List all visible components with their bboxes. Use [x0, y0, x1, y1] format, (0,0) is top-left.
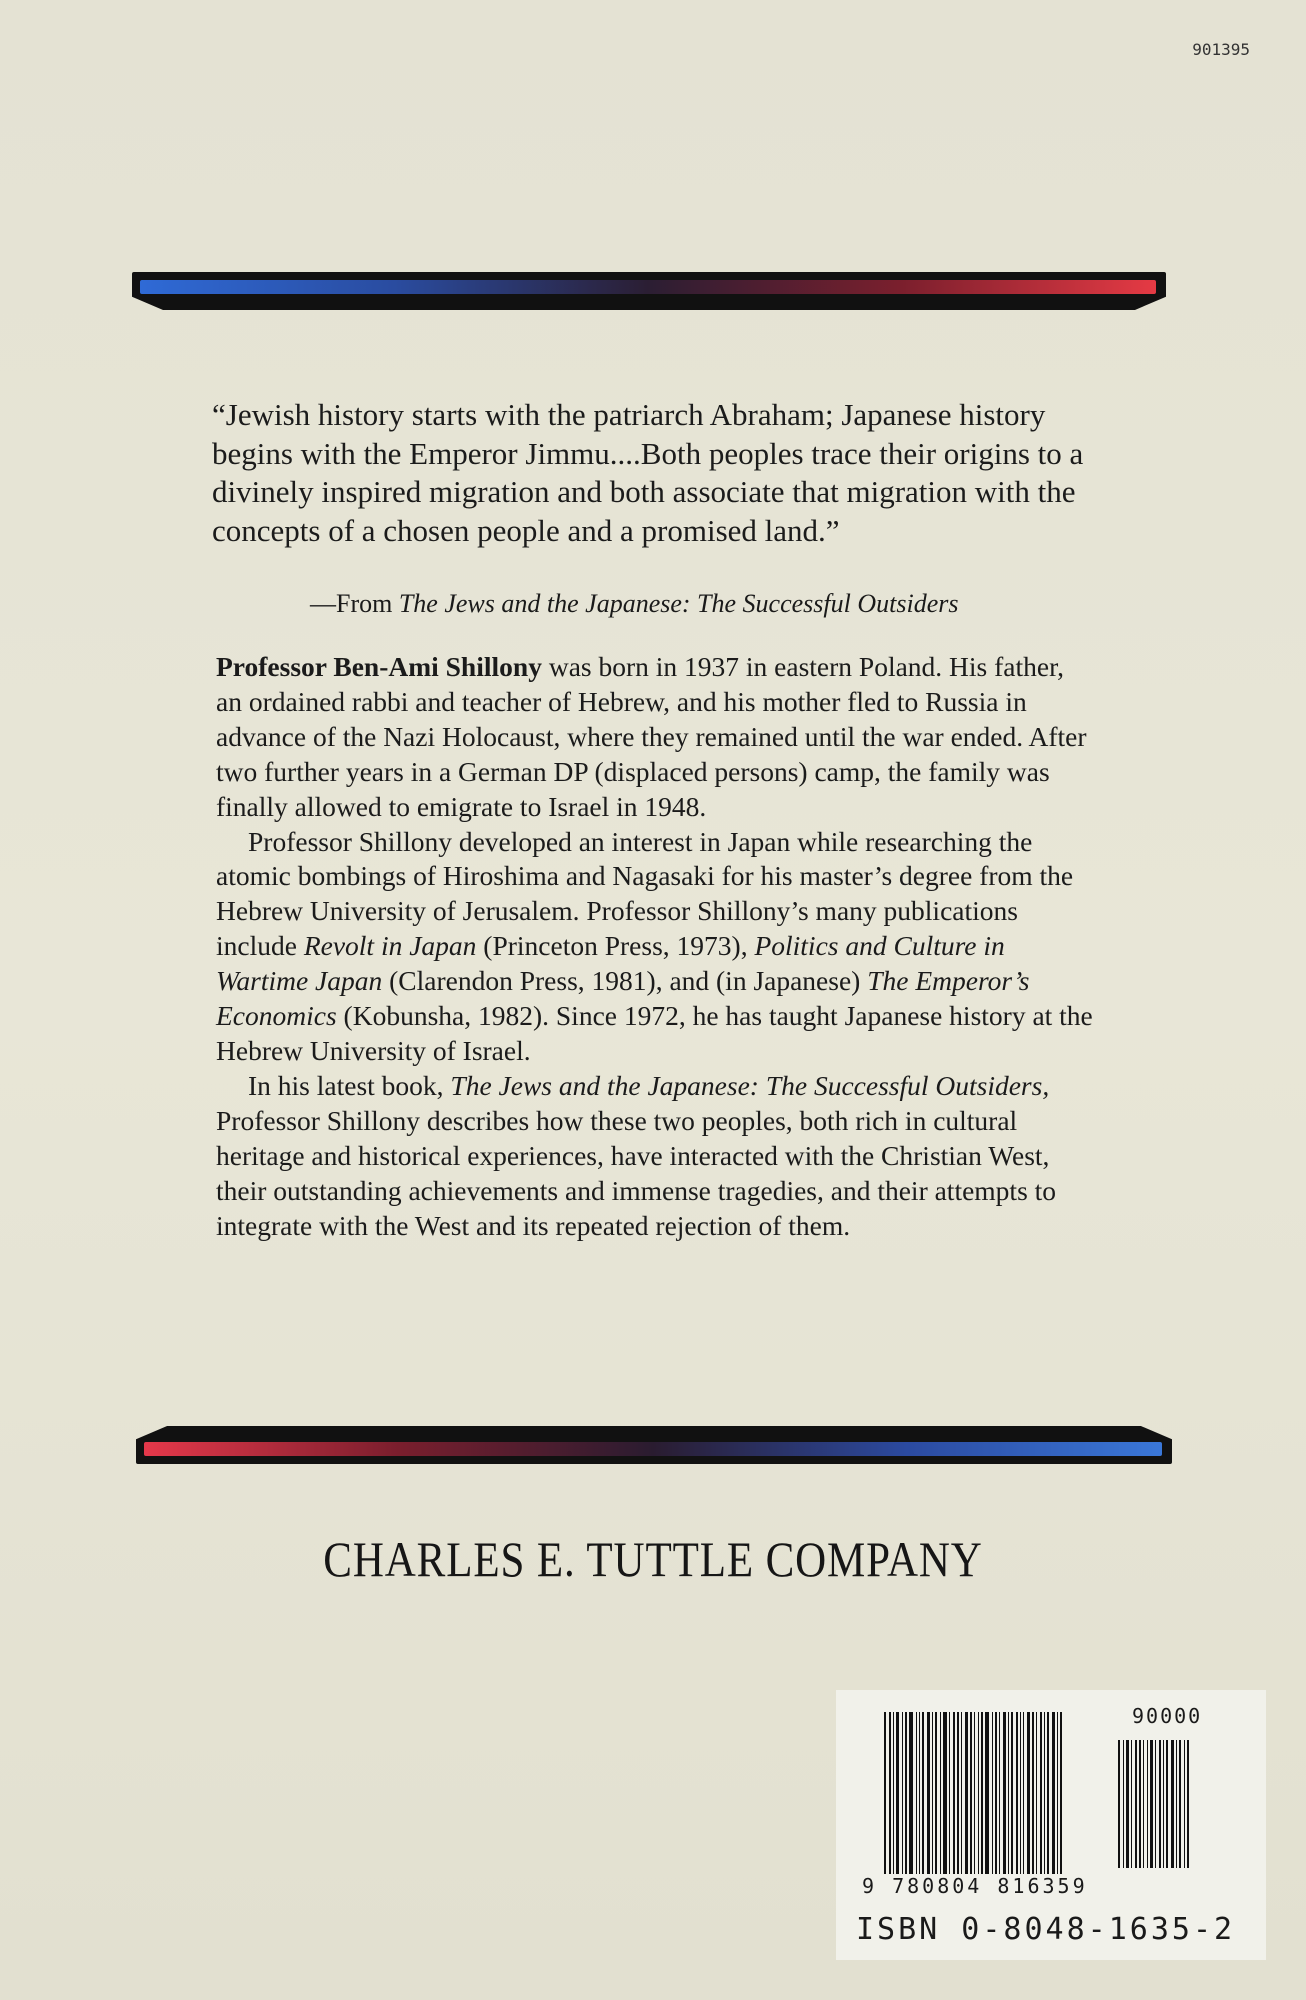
bio-p3-text-b: Professor Shillony describes how these two peoples, both rich in cultural heritage and historical experiences, have interacted with the Christian West, their outstanding achievements and immense tragedies, and their attempts to integrate with the West and its repeated rejection of them.	[216, 1104, 1057, 1241]
barcode-stripe	[893, 1712, 894, 1874]
barcode-number: 9 780804 816359	[862, 1874, 1088, 1898]
barcode-stripe	[974, 1712, 975, 1874]
attribution-prefix: —From	[310, 589, 399, 618]
barcode-stripe	[1123, 1740, 1124, 1868]
barcode-stripe	[1047, 1712, 1049, 1874]
barcode-stripe	[1052, 1712, 1055, 1874]
barcode-stripe	[1135, 1740, 1137, 1868]
barcode-stripe	[1126, 1740, 1129, 1868]
bio-p1-text: was born in 1937 in eastern Poland. His father, an ordained rabbi and teacher of Hebrew, and his mother fled to Russia in advance of the Nazi Holocaust, where they remained until the war ended. After two further years in a German DP (displaced persons) camp, the family was finally allowed to emigrate to Israel in 1948.	[216, 651, 1087, 822]
barcode-addon-number: 90000	[1132, 1704, 1203, 1728]
barcode-stripe	[1011, 1712, 1013, 1874]
barcode-stripe	[970, 1712, 972, 1874]
barcode-stripe	[992, 1712, 993, 1874]
barcode-stripe	[1060, 1712, 1062, 1874]
top-bar-stripe	[140, 280, 1156, 294]
barcode-stripe	[1020, 1712, 1021, 1874]
barcode-stripe	[957, 1712, 959, 1874]
book-title-economics: The Emperor’s Economics	[216, 965, 1030, 1032]
bio-p2-text-d: (Kobunsha, 1982). Since 1972, he has taught Japanese history at the Hebrew University of Israel.	[216, 1000, 1093, 1066]
barcode-stripe	[1003, 1712, 1006, 1874]
barcode-stripe	[985, 1712, 989, 1874]
barcode-stripe	[943, 1712, 947, 1874]
barcode-main-bars	[884, 1712, 1096, 1874]
book-title-revolt: Revolt in Japan	[303, 930, 477, 962]
barcode-stripe	[1187, 1740, 1189, 1868]
barcode-stripe	[1016, 1712, 1018, 1874]
barcode-stripe	[965, 1712, 968, 1874]
barcode-stripe	[1176, 1740, 1177, 1868]
barcode-stripe	[1147, 1740, 1148, 1868]
barcode-panel	[836, 1690, 1266, 1960]
barcode-stripe	[953, 1712, 955, 1874]
barcode-stripe	[1023, 1712, 1024, 1874]
barcode-stripe	[981, 1712, 983, 1874]
barcode-stripe	[1139, 1740, 1141, 1868]
barcode-stripe	[1027, 1712, 1030, 1874]
bottom-decorative-bar	[136, 1426, 1172, 1464]
author-name: Professor Ben-Ami Shillony	[216, 651, 542, 682]
barcode-stripe	[1179, 1740, 1181, 1868]
barcode-stripe	[927, 1712, 930, 1874]
bio-p2-text-b: (Princeton Press, 1973),	[476, 930, 755, 962]
barcode-stripe	[1166, 1740, 1168, 1868]
barcode-stripe	[909, 1712, 913, 1874]
barcode-stripe	[1118, 1740, 1120, 1868]
barcode-stripe	[1163, 1740, 1164, 1868]
attribution-title: The Jews and the Japanese: The Successful Outsiders	[398, 589, 959, 618]
bio-p3-text-a: In his latest book,	[248, 1069, 451, 1101]
barcode-addon-bars	[1118, 1740, 1230, 1868]
book-title-latest: The Jews and the Japanese: The Successful Outsiders,	[450, 1069, 1050, 1101]
bottom-bar-stripe	[144, 1442, 1162, 1456]
book-quote: “Jewish history starts with the patriarch Abraham; Japanese history begins with the Emperor Jimmu....Both peoples trace their origins to a divinely inspired migration and both associate that migration with the concepts of a chosen people and a promised land.”	[212, 397, 1084, 548]
bio-paragraph-3	[216, 1069, 1096, 1244]
barcode-stripe	[1032, 1712, 1034, 1874]
barcode-stripe	[896, 1712, 899, 1874]
barcode-stripe	[889, 1712, 891, 1874]
barcode-stripe	[1155, 1740, 1156, 1868]
barcode-stripe	[1008, 1712, 1009, 1874]
barcode-stripe	[935, 1712, 937, 1874]
barcode-stripe	[995, 1712, 997, 1874]
barcode-stripe	[978, 1712, 979, 1874]
barcode-stripe	[1159, 1740, 1161, 1868]
bio-paragraph-2	[216, 825, 1096, 1069]
barcode-stripe	[940, 1712, 941, 1874]
barcode-stripe	[1040, 1712, 1042, 1874]
barcode-stripe	[932, 1712, 933, 1874]
barcode-stripe	[922, 1712, 924, 1874]
quote-attribution	[310, 588, 1170, 620]
barcode-stripe	[961, 1712, 962, 1874]
barcode-stripe	[1184, 1740, 1185, 1868]
barcode-stripe	[1171, 1740, 1174, 1868]
bio-p2-text-c: (Clarendon Press, 1981), and (in Japanese)	[382, 965, 868, 997]
barcode-stripe	[1143, 1740, 1144, 1868]
publisher-name: CHARLES E. TUTTLE COMPANY	[323, 1531, 983, 1587]
barcode-stripe	[1036, 1712, 1037, 1874]
barcode-stripe	[999, 1712, 1000, 1874]
barcode-stripe	[949, 1712, 950, 1874]
barcode-stripe	[1057, 1712, 1058, 1874]
barcode-stripe	[1150, 1740, 1153, 1868]
bio-p2-text-a: Professor Shillony developed an interest in Japan while researching the atomic bombings of Hiroshima and Nagasaki for his master’s degree from the Hebrew University of Jerusalem. Professor Shillony’s many publications include	[216, 825, 1074, 962]
barcode-stripe	[1044, 1712, 1045, 1874]
author-bio	[216, 650, 1096, 1243]
isbn-number: ISBN 0-8048-1635-2	[856, 1912, 1236, 1947]
barcode-stripe	[1131, 1740, 1132, 1868]
barcode-stripe	[916, 1712, 917, 1874]
barcode-stripe	[902, 1712, 903, 1874]
bio-paragraph-1	[216, 650, 1096, 825]
barcode-stripe	[884, 1712, 886, 1874]
barcode-stripe	[919, 1712, 920, 1874]
book-title-politics: Politics and Culture in Wartime Japan	[216, 930, 1005, 997]
top-decorative-bar	[132, 272, 1166, 310]
corner-code: 901395	[1192, 40, 1250, 59]
barcode-stripe	[905, 1712, 907, 1874]
